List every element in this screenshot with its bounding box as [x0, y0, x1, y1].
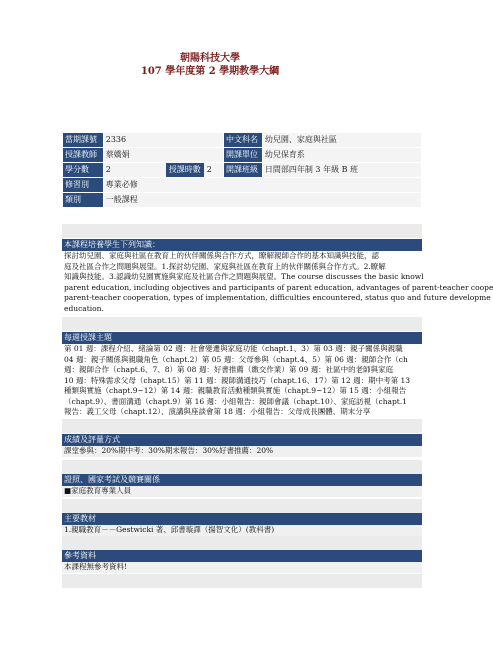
references-section — [62, 550, 422, 573]
class-value: 日間部四年制 3 年級 B 班 — [263, 163, 421, 177]
section-separator — [62, 574, 422, 588]
certification-heading: 證照、國家考試及競賽關係 — [62, 474, 422, 486]
class-label: 開課班級 — [224, 163, 262, 177]
objectives-heading: 本課程培養學生下列知識： — [62, 239, 422, 251]
section-separator — [62, 499, 422, 513]
objectives-section — [62, 239, 493, 314]
references-text: 本課程無參考資料! — [62, 562, 422, 573]
objectives-line: parent education, including objectives and participants of parent education, advantages of parent-teacher coope — [64, 282, 493, 292]
category-label: 類別 — [63, 193, 103, 207]
topics-line: （chapt.9）、書面溝通（chapt.9）第 16 週：小組報告：親師會議（chapt.10）、家庭訪視（chapt.1 — [64, 396, 407, 406]
topics-line: 週：親師合作（chapt.6、7、8）第 08 週：好書推薦（繳交作業）第 09 週：社區中的老師與家庭 — [64, 365, 394, 374]
objectives-line: 探討幼兒園、家庭與社區在教育上的伙伴關係與合作方式，瞭解親師合作的基本知識與技能，認 — [64, 251, 379, 260]
certification-text: ■家庭教育專業人員 — [62, 486, 422, 497]
topics-section — [62, 332, 422, 418]
grading-text: 課堂參與：20%期中考：30%期末報告：30%好書推薦：20% — [62, 446, 422, 457]
textbook-heading: 主要教材 — [62, 513, 422, 525]
objectives-line: 知識與技能。3.認識幼兒園實施與家庭及社區合作之問題與展望。The course discusses the basic knowl — [64, 272, 424, 281]
references-heading: 參考資料 — [62, 550, 422, 562]
info-row-teacher — [63, 148, 421, 162]
section-separator — [62, 536, 422, 550]
credits-value: 2 — [105, 165, 111, 174]
topics-body — [62, 344, 422, 418]
grading-heading: 成績及評量方式 — [62, 434, 422, 446]
hours-label: 授課時數 — [166, 163, 204, 177]
course-name-label: 中文科名 — [224, 133, 262, 147]
teacher-value: 蔡嬌娟 — [104, 148, 223, 162]
topics-line: 第 01 週：課程介紹、緒論第 02 週：社會變遷與家庭功能（chapt.1、3）第 03 週：親子關係與親職 — [64, 344, 403, 353]
type-value: 專業必修 — [104, 178, 421, 192]
teacher-label: 授課教師 — [63, 148, 103, 162]
type-label: 修習別 — [63, 178, 103, 192]
objectives-body — [62, 251, 493, 314]
info-row-type — [63, 178, 421, 192]
dept-label: 開課單位 — [224, 148, 262, 162]
course-code-value: 2336 — [104, 133, 223, 147]
section-separator — [62, 460, 422, 474]
hours-value: 2 — [206, 165, 212, 174]
textbook-section — [62, 513, 422, 536]
topics-line: 10 週：特殊需求父母（chapt.15）第 11 週：親師溝通技巧（chapt.16、17）第 12 週：期中考第 13 — [64, 375, 411, 385]
credits-label: 學分數 — [63, 163, 103, 177]
syllabus-title: 107 學年度第 2 學期教學大綱 — [140, 66, 280, 77]
info-row-credits — [63, 163, 421, 177]
course-info-table — [62, 132, 422, 208]
textbook-text: 1.親職教育－－Gestwicki 著、邱書璇譯（揚智文化）(教科書) — [62, 525, 422, 536]
section-separator — [62, 317, 422, 331]
topics-line: 04 週：親子關係與親職角色（chapt.2）第 05 週：父母參與（chapt.4、5）第 06 週：親師合作（ch — [64, 354, 408, 364]
objectives-line: 庭及社區合作之問題與展望。1.探討幼兒園、家庭與社區在教育上的伙伴關係與合作方式。2.瞭解 — [64, 261, 386, 271]
info-row-course — [63, 133, 421, 147]
section-separator — [62, 419, 422, 433]
objectives-line: education. — [64, 303, 104, 313]
topics-line: 報告：義工父母（chapt.12）、演講與座談會第 18 週：小組報告：父母成長團體、期末分享 — [64, 407, 371, 416]
syllabus-page — [0, 52, 493, 645]
info-row-category — [63, 193, 421, 207]
dept-value: 幼兒保育系 — [263, 148, 421, 162]
topics-line: 種類與實施（chapt.9~12）第 14 週：親職教育活動種類與實施（chapt.9~12）第 15 週：小組報告 — [64, 386, 407, 395]
credits-hours-cell — [104, 163, 223, 177]
objectives-line: parent-teacher cooperation, types of implementation, difficulties encountered, status quo and future developme — [64, 293, 491, 302]
university-name: 朝陽科技大學 — [180, 53, 240, 64]
course-name-value: 幼兒園、家庭與社區 — [263, 133, 421, 147]
section-separator — [62, 224, 422, 238]
category-value: 一般課程 — [104, 193, 421, 207]
topics-heading: 每週授課主題 — [62, 332, 422, 344]
grading-section — [62, 434, 422, 457]
course-code-label: 當期課號 — [63, 133, 103, 147]
certification-section — [62, 474, 422, 497]
